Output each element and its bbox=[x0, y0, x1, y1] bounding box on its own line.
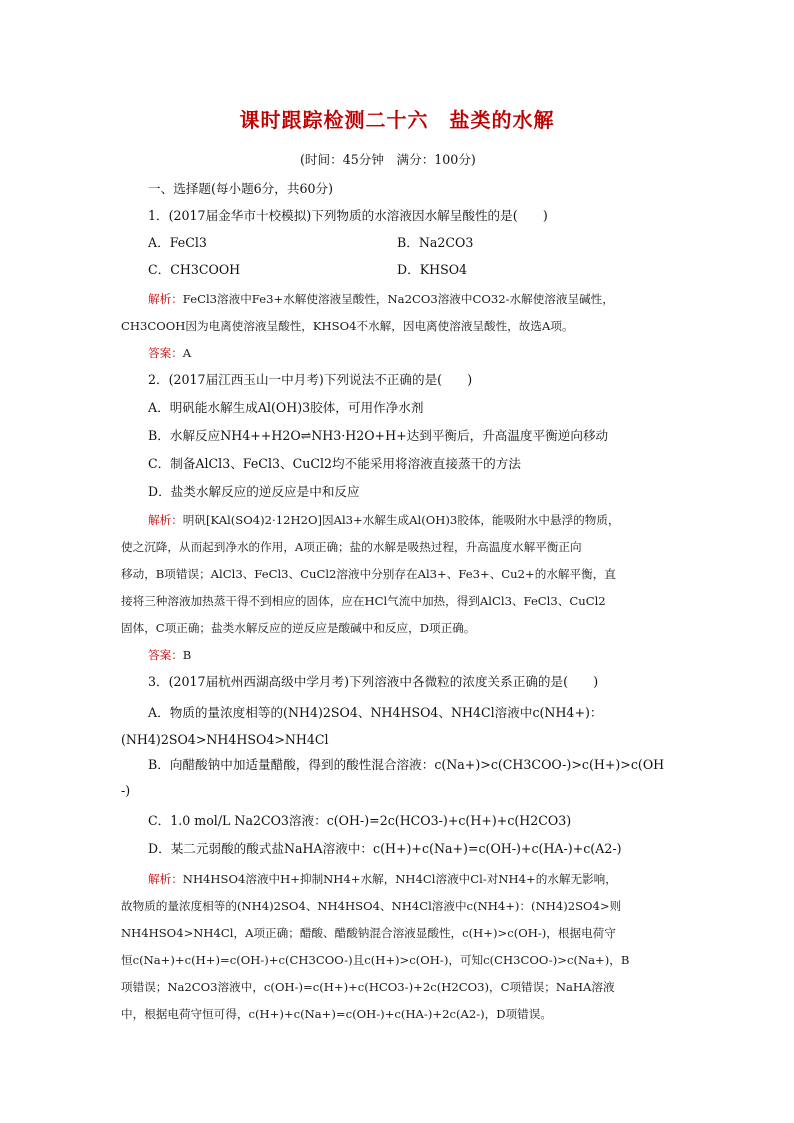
q2-explanation-line-2: 使之沉降，从而起到净水的作用，A项正确；盐的水解是吸热过程，升高温度水解平衡正向 bbox=[121, 540, 582, 554]
q1-explanation-line-1 bbox=[148, 291, 614, 307]
q1-option-a: A．FeCl3 bbox=[148, 235, 207, 250]
q3-explanation-text: NH4HSO4溶液中H+抑制NH4+水解，NH4Cl溶液中Cl-对NH4+的水解无影响， bbox=[182, 872, 617, 886]
q2-stem: 2．(2017届江西玉山一中月考)下列说法不正确的是( ) bbox=[148, 372, 473, 387]
q1-option-d: D．KHSO4 bbox=[397, 262, 468, 277]
q3-option-b-line-1: B．向醋酸钠中加适量醋酸，得到的酸性混合溶液：c(Na+)>c(CH3COO-)>c(H+)>c(OH bbox=[148, 757, 665, 772]
q2-explanation-line-5: 固体，C项正确；盐类水解反应的逆反应是酸碱中和反应，D项正确。 bbox=[121, 621, 476, 635]
q1-option-b: B．Na2CO3 bbox=[397, 235, 474, 250]
q3-stem: 3．(2017届杭州西湖高级中学月考)下列溶液中各微粒的浓度关系正确的是( ) bbox=[148, 674, 599, 689]
q1-answer-value: A bbox=[182, 346, 192, 360]
q3-explanation-line-3: NH4HSO4>NH4Cl，A项正确；醋酸、醋酸钠混合溶液显酸性，c(H+)>c(OH-)，根据电荷守 bbox=[121, 926, 616, 940]
q3-option-c: C．1.0 mol/L Na2CO3溶液：c(OH-)=2c(HCO3-)+c(H+)+c(H2CO3) bbox=[148, 813, 572, 828]
analysis-label: 解析： bbox=[148, 513, 183, 527]
q2-explanation-line-4: 接将三种溶液加热蒸干得不到相应的固体，应在HCl气流中加热，得到AlCl3、FeCl3、CuCl2 bbox=[121, 594, 606, 608]
analysis-label: 解析： bbox=[148, 292, 183, 306]
q3-option-a-line-1: A．物质的量浓度相等的(NH4)2SO4、NH4HSO4、NH4Cl溶液中c(NH4+)： bbox=[148, 705, 603, 720]
q2-answer bbox=[148, 647, 191, 663]
page-title: 课时跟踪检测二十六 盐类的水解 bbox=[239, 108, 555, 132]
subtitle: (时间：45分钟 满分：100分) bbox=[300, 152, 476, 167]
analysis-label: 解析： bbox=[148, 872, 183, 886]
q2-option-a: A．明矾能水解生成Al(OH)3胶体，可用作净水剂 bbox=[148, 400, 424, 415]
q3-option-d: D．某二元弱酸的酸式盐NaHA溶液中：c(H+)+c(Na+)=c(OH-)+c(HA-)+c(A2-) bbox=[148, 841, 622, 856]
q2-explanation-line-3: 移动，B项错误；AlCl3、FeCl3、CuCl2溶液中分别存在Al3+、Fe3+、Cu2+的水解平衡，直 bbox=[121, 567, 616, 581]
q2-option-d: D．盐类水解反应的逆反应是中和反应 bbox=[148, 484, 360, 499]
q3-explanation-line-6: 中，根据电荷守恒可得，c(H+)+c(Na+)=c(OH-)+c(HA-)+2c(A2-)，D项错误。 bbox=[121, 1007, 552, 1021]
q1-stem: 1．(2017届金华市十校模拟)下列物质的水溶液因水解呈酸性的是( ) bbox=[148, 208, 548, 223]
q2-explanation-line-1 bbox=[148, 512, 620, 528]
q3-explanation-line-1 bbox=[148, 871, 617, 887]
section-heading: 一、选择题(每小题6分，共60分) bbox=[148, 181, 333, 196]
q2-option-c: C．制备AlCl3、FeCl3、CuCl2均不能采用将溶液直接蒸干的方法 bbox=[148, 456, 521, 471]
q1-answer bbox=[148, 345, 191, 361]
q1-explanation-line-2: CH3COOH因为电离使溶液呈酸性，KHSO4不水解，因电离使溶液呈酸性，故选A项。 bbox=[121, 319, 574, 333]
q3-explanation-line-5: 项错误；Na2CO3溶液中，c(OH-)=c(H+)+c(HCO3-)+2c(H2CO3)，C项错误；NaHA溶液 bbox=[121, 980, 615, 994]
q2-option-b: B．水解反应NH4++H2O⇌NH3·H2O+H+达到平衡后，升高温度平衡逆向移动 bbox=[148, 428, 609, 443]
q3-explanation-line-2: 故物质的量浓度相等的(NH4)2SO4、NH4HSO4、NH4Cl溶液中c(NH4+)：(NH4)2SO4>则 bbox=[121, 899, 622, 913]
answer-label: 答案： bbox=[148, 346, 183, 360]
q3-option-b-line-2: -) bbox=[121, 783, 131, 798]
q2-explanation-text: 明矾[KAl(SO4)2·12H2O]因Al3+水解生成Al(OH)3胶体，能吸附水中悬浮的物质， bbox=[182, 513, 620, 527]
q1-option-c: C．CH3COOH bbox=[148, 262, 241, 277]
q1-explanation-text: FeCl3溶液中Fe3+水解使溶液呈酸性，Na2CO3溶液中CO32-水解使溶液呈碱性， bbox=[182, 292, 614, 306]
answer-label: 答案： bbox=[148, 648, 183, 662]
q2-answer-value: B bbox=[182, 648, 192, 662]
q3-explanation-line-4: 恒c(Na+)+c(H+)=c(OH-)+c(CH3COO-)且c(H+)>c(OH-)，可知c(CH3COO-)>c(Na+)，B bbox=[121, 953, 630, 967]
q3-option-a-line-2: (NH4)2SO4>NH4HSO4>NH4Cl bbox=[121, 732, 329, 747]
